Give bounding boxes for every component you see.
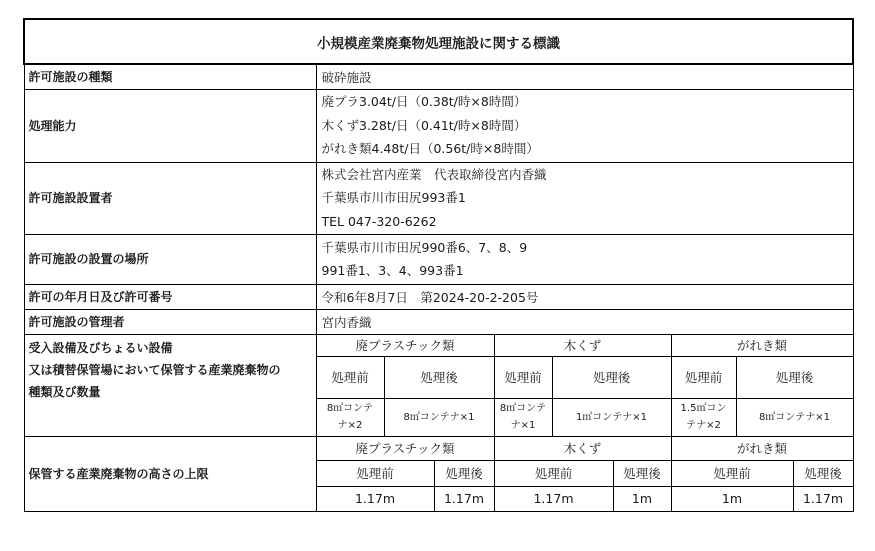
height-after-header: 処理後: [434, 460, 494, 486]
capacity-label: 処理能力: [24, 89, 316, 162]
height-before-header: 処理前: [494, 460, 613, 486]
capacity-line: がれき類4.48t/日（0.56t/時×8時間）: [321, 141, 539, 157]
height-after-value: 1.17m: [434, 486, 494, 511]
installer-line: 千葉県市川市田尻993番1: [321, 190, 466, 206]
amount-line: ナ×1: [510, 420, 536, 431]
height-category: 木くず: [494, 436, 671, 460]
installer-line: TEL 047-320-6262: [321, 213, 437, 229]
page-title: 小規模産業廃棄物処理施設に関する標識: [24, 19, 853, 64]
height-after-value: 1.17m: [793, 486, 853, 511]
sign-table: [23, 18, 854, 512]
permit-label: 許可の年月日及び許可番号: [24, 284, 316, 309]
height-category: がれき類: [671, 436, 853, 460]
installer-line: 株式会社宮内産業 代表取締役宮内香織: [321, 166, 547, 182]
storage-label-line: 受入設備及びちょるい設備: [28, 340, 173, 355]
storage-after-amount: 1㎡コンテナ×1: [552, 398, 671, 436]
storage-before-header: 処理前: [494, 356, 552, 398]
storage-before-header: 処理前: [316, 356, 384, 398]
installer-label: 許可施設設置者: [24, 162, 316, 234]
height-before-value: 1.17m: [494, 486, 613, 511]
storage-after-header: 処理後: [384, 356, 494, 398]
storage-after-header: 処理後: [552, 356, 671, 398]
manager-label: 許可施設の管理者: [24, 309, 316, 334]
location-label: 許可施設の設置の場所: [24, 234, 316, 284]
storage-category: 廃プラスチック類: [316, 334, 494, 356]
storage-label-line: 種類及び数量: [28, 384, 101, 399]
storage-category: 木くず: [494, 334, 671, 356]
height-label: 保管する産業廃棄物の高さの上限: [24, 436, 316, 511]
location-value: [316, 234, 853, 284]
facility-type-label: 許可施設の種類: [24, 64, 316, 89]
storage-label: [24, 334, 316, 436]
storage-before-amount: [316, 398, 384, 436]
location-line: 千葉県市川市田尻990番6、7、8、9: [321, 239, 528, 255]
facility-type-value: 破砕施設: [316, 64, 853, 89]
amount-line: 1.5㎡コン: [680, 403, 727, 414]
location-line: 991番1、3、4、993番1: [321, 263, 464, 278]
storage-before-header: 処理前: [671, 356, 736, 398]
storage-after-header: 処理後: [736, 356, 853, 398]
amount-line: 8㎡コンテ: [326, 403, 374, 414]
capacity-line: 廃プラ3.04t/日（0.38t/時×8時間）: [321, 94, 527, 110]
storage-label-line: 又は積替保管場において保管する産業廃棄物の: [28, 362, 281, 377]
storage-after-amount: 8㎡コンテナ×1: [384, 398, 494, 436]
height-before-header: 処理前: [671, 460, 793, 486]
capacity-value: [316, 89, 853, 162]
height-before-value: 1m: [671, 486, 793, 511]
height-category: 廃プラスチック類: [316, 436, 494, 460]
height-after-header: 処理後: [793, 460, 853, 486]
manager-value: 宮内香織: [316, 309, 853, 334]
capacity-line: 木くず3.28t/日（0.41t/時×8時間）: [321, 117, 527, 133]
amount-line: ナ×2: [337, 420, 363, 431]
height-after-header: 処理後: [613, 460, 671, 486]
height-before-header: 処理前: [316, 460, 434, 486]
amount-line: テナ×2: [686, 420, 721, 431]
amount-line: 8㎡コンテ: [499, 403, 547, 414]
installer-value: [316, 162, 853, 234]
storage-category: がれき類: [671, 334, 853, 356]
storage-before-amount: [494, 398, 552, 436]
storage-after-amount: 8㎡コンテナ×1: [736, 398, 853, 436]
permit-value: 令和6年8月7日 第2024-20-2-205号: [316, 284, 853, 309]
height-before-value: 1.17m: [316, 486, 434, 511]
height-after-value: 1m: [613, 486, 671, 511]
storage-before-amount: [671, 398, 736, 436]
